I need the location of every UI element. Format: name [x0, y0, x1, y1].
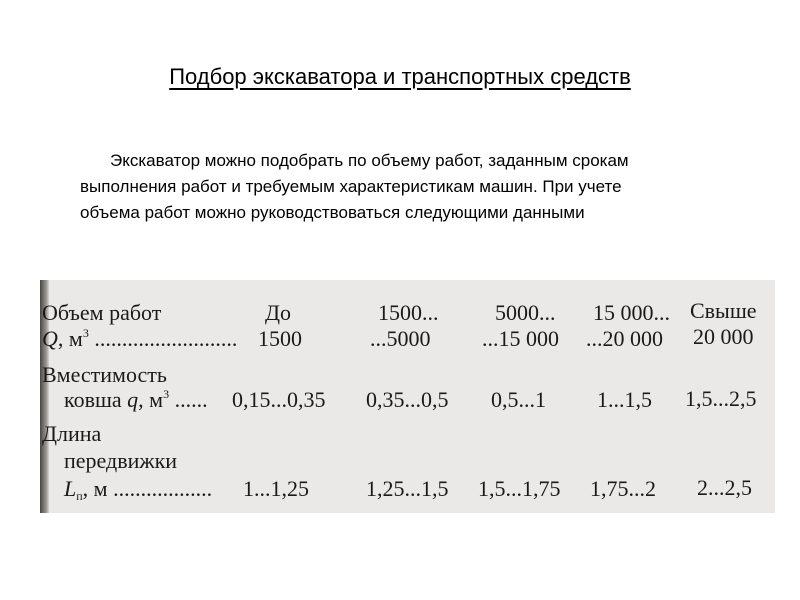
bucket-value-4: 1...1,5 [597, 387, 652, 412]
volume-range-2-top: 1500... [378, 300, 439, 325]
travel-value-5: 2...2,5 [697, 475, 752, 500]
scanned-data-table [40, 280, 775, 513]
bucket-unit-label: ковша q, $м^3$ ...... [64, 387, 208, 412]
volume-range-1-bottom: 1500 [258, 326, 302, 351]
travel-unit-label: $L_п$, м .................. [64, 476, 213, 503]
travel-value-3: 1,5...1,75 [478, 476, 561, 501]
paragraph-line-3: объема работ можно руководствоваться следующими данными [80, 203, 585, 222]
volume-range-3-bottom: ...15 000 [482, 326, 559, 351]
bucket-value-3: 0,5...1 [491, 387, 546, 412]
bucket-value-2: 0,35...0,5 [366, 387, 449, 412]
volume-range-3-top: 5000... [495, 300, 556, 325]
travel-label: Длина [42, 421, 102, 446]
volume-range-2-bottom: ...5000 [370, 326, 431, 351]
volume-label: Объем работ [42, 300, 162, 325]
title-text: Подбор экскаватора и транспортных средств [169, 64, 631, 89]
travel-value-1: 1...1,25 [243, 476, 309, 501]
volume-unit-label: Q, $м^3$ .......................... [42, 326, 238, 351]
volume-range-1-top: До [265, 300, 292, 325]
travel-label-line2: передвижки [64, 448, 178, 473]
page-title [0, 62, 800, 92]
volume-range-4-top: 15 000... [593, 300, 670, 325]
bucket-value-1: 0,15...0,35 [232, 387, 326, 412]
travel-value-4: 1,75...2 [590, 476, 656, 501]
volume-range-5-top: Свыше [690, 298, 757, 323]
travel-value-2: 1,25...1,5 [366, 476, 449, 501]
paragraph-line-2: выполнения работ и требуемым характеристикам машин. При учете [80, 177, 622, 196]
volume-range-5-bottom: 20 000 [693, 324, 754, 349]
intro-paragraph [80, 148, 760, 226]
paragraph-line-1: Экскаватор можно подобрать по объему работ, заданным срокам [110, 151, 629, 170]
bucket-value-5: 1,5...2,5 [685, 386, 757, 411]
bucket-label: Вместимость [42, 362, 167, 387]
volume-range-4-bottom: ...20 000 [586, 326, 663, 351]
